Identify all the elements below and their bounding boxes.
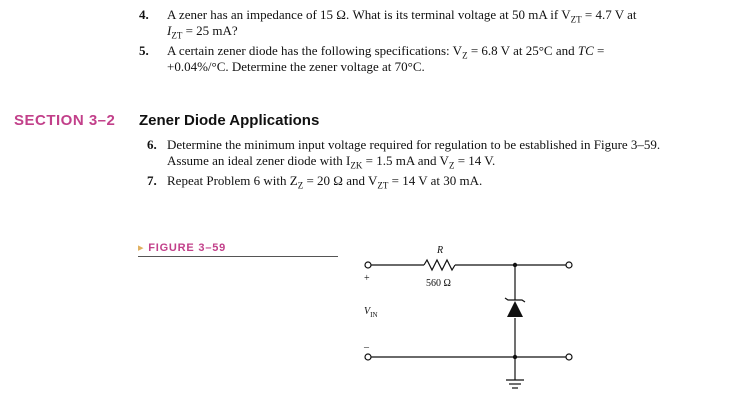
vin-label-sub: IN	[370, 311, 378, 319]
symbol: TC	[577, 43, 594, 58]
subscript: Z	[462, 50, 468, 61]
problem-text: = 25 mA?	[182, 23, 238, 38]
problem-text: +0.04%/°C. Determine the zener voltage at 70°C.	[167, 59, 425, 74]
figure-label-text: FIGURE 3–59	[148, 242, 227, 254]
problem-text: =	[593, 43, 605, 58]
figure-arrow-icon: ▸	[138, 242, 145, 254]
problem-text: = 14 V at 30 mA.	[388, 173, 483, 188]
junction-dot-bottom	[513, 355, 517, 359]
input-terminal-positive[interactable]	[365, 262, 371, 268]
problem-text: = 4.7 V at	[581, 7, 637, 22]
zener-triangle	[507, 301, 523, 317]
problem-text: = 20 Ω and V	[303, 173, 378, 188]
problem-text: = 14 V.	[454, 153, 496, 168]
resistor-name: R	[437, 245, 444, 256]
plus-sign: +	[364, 273, 370, 284]
problem-number: 5.	[139, 43, 149, 58]
subscript: Z	[297, 180, 304, 191]
subscript: ZT	[171, 30, 183, 41]
resistor-symbol	[424, 260, 455, 270]
section-label: SECTION 3–2	[14, 112, 116, 129]
problem-number: 4.	[139, 7, 149, 22]
problem-text: A zener has an impedance of 15 Ω. What is its terminal voltage at 50 mA if V	[167, 7, 571, 22]
minus-sign: –	[364, 342, 369, 353]
vin-label-main: V	[364, 306, 371, 317]
subscript: ZT	[377, 180, 389, 191]
subscript: Z	[448, 160, 455, 171]
section-title: Zener Diode Applications	[139, 112, 320, 129]
junction-dot-top	[513, 263, 517, 267]
output-terminal-top[interactable]	[566, 262, 572, 268]
input-terminal-negative[interactable]	[365, 354, 371, 360]
problem-text: Repeat Problem 6 with Z	[167, 173, 298, 188]
problem-text: = 6.8 V at 25°C and	[467, 43, 578, 58]
problem-text: A certain zener diode has the following specifications: V	[167, 43, 463, 58]
problem-number: 6.	[147, 137, 157, 152]
subscript: ZT	[570, 14, 582, 25]
problem-text: Assume an ideal zener diode with I	[167, 153, 351, 168]
problem-text: = 1.5 mA and V	[362, 153, 449, 168]
resistor-value: 560 Ω	[426, 278, 451, 289]
vin-label	[364, 306, 378, 319]
subscript: ZK	[350, 160, 363, 171]
symbol: I	[167, 23, 172, 38]
problem-text: Determine the minimum input voltage required for regulation to be established in Figure 3–59.	[167, 137, 661, 152]
output-terminal-bottom[interactable]	[566, 354, 572, 360]
problem-number: 7.	[147, 173, 157, 188]
